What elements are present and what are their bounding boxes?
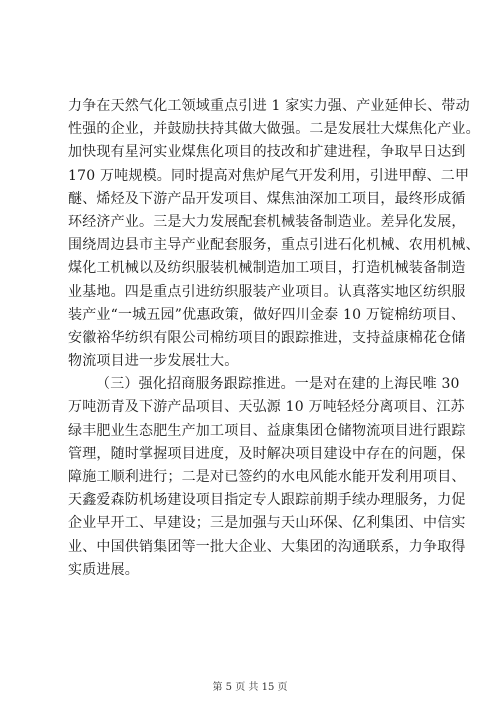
text-line: 加快现有星河实业煤焦化项目的技改和扩建进程，争取早日达到 xyxy=(68,144,466,161)
text-line: 力争在天然气化工领域重点引进 1 家实力强、产业延伸长、带动 xyxy=(68,98,470,114)
text-line: 业、中国供销集团等一批大企业、大集团的沟通联系，力争取得 xyxy=(68,538,466,555)
page-number-label: 第 5 页 共 15 页 xyxy=(212,682,288,693)
text-line: 安徽裕华纺织有限公司棉纺项目的跟踪推进，支持益康棉花仓储 xyxy=(68,329,466,346)
text-line: 170 万吨规模。同时提高对焦炉尾气开发利用，引进甲醇、二甲 xyxy=(68,167,470,184)
text-line: 装产业“一城五园”优惠政策，做好四川金泰 10 万锭棉纺项目、 xyxy=(68,306,466,323)
text-line: 业基地。四是重点引进纺织服装产业项目。认真落实地区纺织服 xyxy=(68,283,466,300)
text-line-paragraph-end: 实质进展。 xyxy=(68,561,139,578)
text-line-paragraph-end: 物流项目进一步发展壮大。 xyxy=(68,353,239,370)
text-line: 障施工顺利进行；二是对已签约的水电风能水能开发利用项目、 xyxy=(68,469,466,485)
page-footer xyxy=(0,678,500,693)
text-line: 管理，随时掌握项目进度，及时解决项目建设中存在的问题，保 xyxy=(68,445,466,462)
text-line: 企业早开工、早建设；三是加强与天山环保、亿利集团、中信实 xyxy=(68,515,466,532)
text-line: 万吨沥青及下游产品项目、天弘源 10 万吨轻烃分离项目、江苏 xyxy=(68,399,465,416)
text-line: 性强的企业，并鼓励扶持其做大做强。二是发展壮大煤焦化产业。 xyxy=(68,121,480,138)
text-line-paragraph-start: （三）强化招商服务跟踪推进。一是对在建的上海民唯 30 xyxy=(96,376,460,393)
text-line: 煤化工机械以及纺织服装机械制造加工项目，打造机械装备制造 xyxy=(68,260,466,277)
document-body xyxy=(68,95,480,582)
text-line: 天鑫爱森防机场建设项目指定专人跟踪前期手续办理服务，力促 xyxy=(68,492,466,509)
text-line: 醚、烯烃及下游产品开发项目、煤焦油深加工项目，最终形成循 xyxy=(68,190,466,207)
text-line: 环经济产业。三是大力发展配套机械装备制造业。差异化发展， xyxy=(68,213,466,230)
text-line: 绿丰肥业生态肥生产加工项目、益康集团仓储物流项目进行跟踪 xyxy=(68,422,466,439)
text-line: 围绕周边县市主导产业配套服务，重点引进石化机械、农用机械、 xyxy=(68,237,480,254)
